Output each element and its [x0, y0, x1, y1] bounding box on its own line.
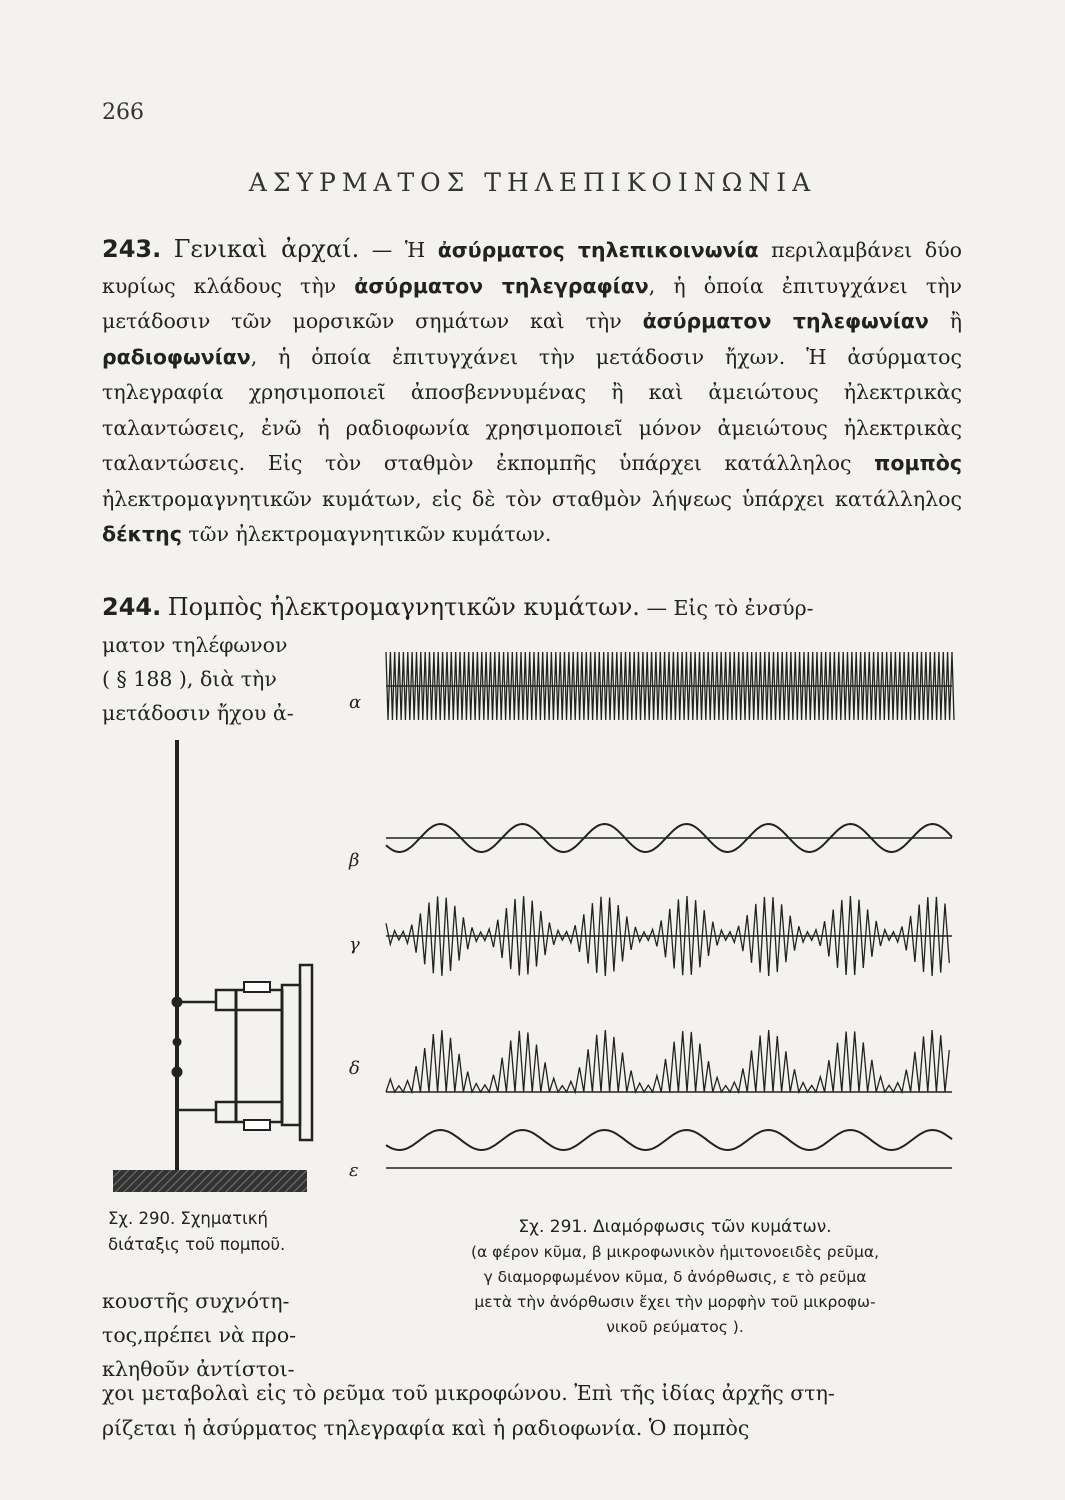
text-line: ρίζεται ἡ ἀσύρματος τηλεγραφία καὶ ἡ ραδιοφωνία. Ὁ πομπὸς [102, 1416, 750, 1440]
figure-291-caption [380, 1214, 970, 1340]
text-line: κουστῆς συχνότη- [102, 1289, 290, 1313]
text-line: ματον τηλέφωνον [102, 633, 288, 657]
caption-line: (α φέρον κῦμα, β μικροφωνικὸν ἡμιτονοειδὲς ρεῦμα, [470, 1243, 880, 1261]
ground-hatching [113, 1170, 307, 1192]
section-244-number: 244. [102, 593, 162, 621]
section-244-tail: — Εἰς τὸ ἐνσύρ- [639, 596, 814, 620]
text-run: , ἡ ὁποία ἐπιτυγχάνει τὴν μετάδοσιν ἤχων. Ἡ ἀσύρματος τηλεγραφία χρησιμοποιεῖ ἀποσβεννυμένας ἢ καὶ ἀμειώτους ἠλεκτρικὰς ταλαντώσεις, ἐνῶ ἡ ραδιοφωνία χρησιμοποιεῖ μόνον ἀμειώτους ἠλεκτρικὰς ταλαντώσεις. Εἰς τὸν σταθμὸν ἐκπομπῆς ὑπάρχει κατάλληλος [102, 344, 962, 475]
section-244-title: Πομπὸς ἠλεκτρομαγνητικῶν κυμάτων. [167, 593, 640, 621]
caption-line: Σχ. 290. Σχηματική [108, 1209, 268, 1228]
junction-dot [172, 1067, 182, 1077]
label-alpha: α [349, 692, 362, 713]
section-243-dash: — [359, 238, 405, 262]
term-receiver: δέκτης [102, 522, 182, 546]
caption-line: διάταξις τοῦ πομποῦ. [108, 1235, 286, 1254]
figure-291-waveforms [386, 652, 954, 1168]
text-run: περιλαμβάνει δύο κυρίως κλάδους τὴν [102, 238, 962, 298]
caption-line: μετὰ τὴν ἀνόρθωσιν ἔχει τὴν μορφὴν τοῦ μικροφω- [474, 1293, 876, 1311]
result-wave [386, 1130, 952, 1150]
text-line: τος,πρέπει νὰ προ- [102, 1323, 297, 1347]
text-run: Ἡ [404, 238, 438, 262]
page-number: 266 [102, 100, 144, 125]
figure-290-transmitter-diagram [113, 740, 312, 1192]
junction-dot [173, 1038, 181, 1046]
text-line: χοι μεταβολαὶ εἰς τὸ ρεῦμα τοῦ μικροφώνου. Ἐπὶ τῆς ἰδίας ἀρχῆς στη- [102, 1381, 835, 1405]
caption-line: νικοῦ ρεύματος ). [606, 1318, 744, 1336]
caption-line: γ διαμορφωμένον κῦμα, δ ἀνόρθωσις, ε τὸ ρεῦμα [483, 1268, 867, 1286]
section-243-number: 243. [102, 235, 162, 263]
text-line: μετάδοσιν ἤχου ἀ- [102, 701, 294, 725]
term-radiophony: ραδιοφωνίαν [102, 344, 251, 369]
label-epsilon: ε [349, 1160, 359, 1181]
plate [282, 985, 300, 1125]
text-run: , ἡ ὁποία ἐπιτυγχάνει τὴν μετάδοσιν τῶν μορσικῶν σημάτων καὶ τὴν [102, 273, 962, 333]
term-wireless-telecom: ἀσύρματος τηλεπικοινωνία [437, 238, 759, 262]
term-wireless-telegraphy: ἀσύρματον τηλεγραφίαν [354, 273, 649, 298]
running-head: ΑΣΥΡΜΑΤΟΣ ΤΗΛΕΠΙΚΟΙΝΩΝΙΑ [248, 168, 817, 197]
text-run: ἠλεκτρομαγνητικῶν κυμάτων, εἰς δὲ τὸν σταθμὸν λήψεως ὑπάρχει κατάλληλος [102, 486, 962, 511]
caption-title: Σχ. 291. Διαμόρφωσις τῶν κυμάτων. [518, 1217, 832, 1237]
label-delta: δ [349, 1058, 360, 1079]
text-run: ἢ [928, 309, 962, 333]
text-line: κληθοῦν ἀντίστοι- [102, 1357, 295, 1381]
coil-cap [244, 982, 270, 992]
term-transmitter: πομπὸς [874, 451, 962, 475]
coil-cap [244, 1120, 270, 1130]
label-gamma: γ [349, 934, 360, 955]
term-wireless-telephony: ἀσύρματον τηλεφωνίαν [642, 309, 929, 333]
rectified-wave [386, 1030, 949, 1092]
section-243-title: Γενικαὶ ἀρχαί. [173, 235, 360, 263]
text-line: ( § 188 ), διὰ τὴν [102, 667, 277, 691]
figure-290-caption [108, 1206, 348, 1258]
text-run: τῶν ἠλεκτρομαγνητικῶν κυμάτων. [181, 522, 552, 546]
plate-outer [300, 965, 312, 1140]
label-beta: β [349, 850, 360, 871]
